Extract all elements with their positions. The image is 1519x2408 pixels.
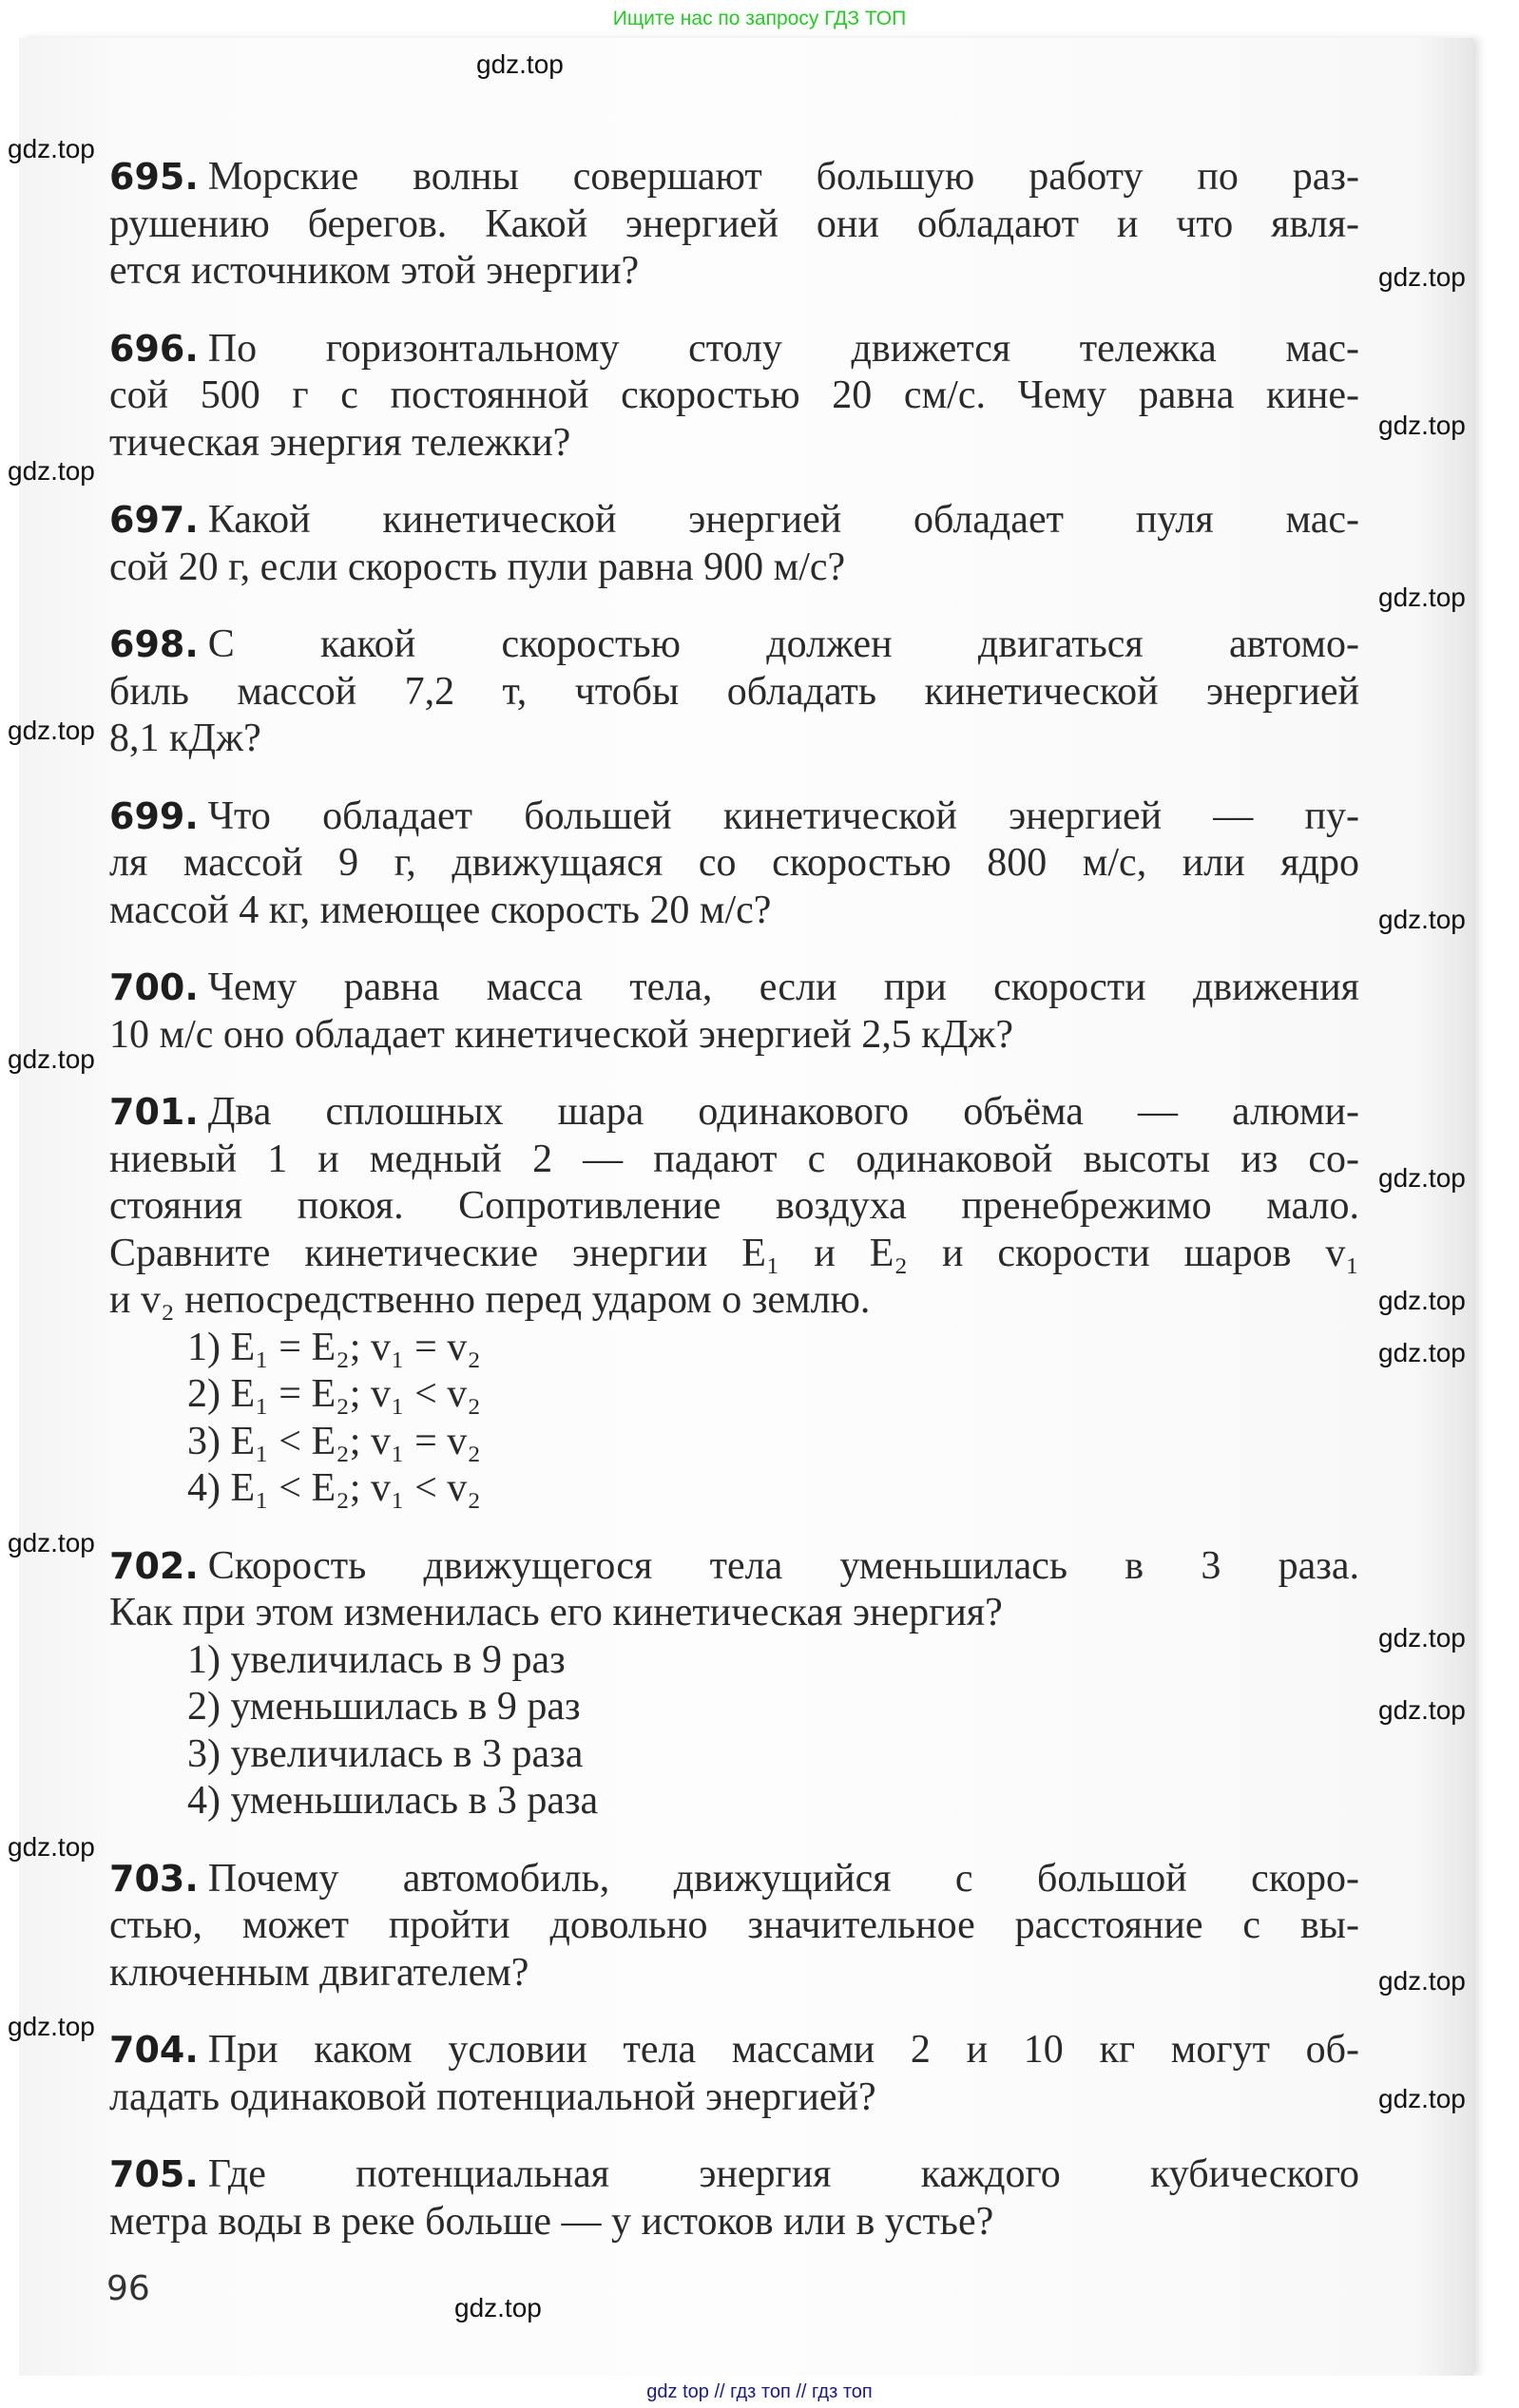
watermark-text: gdz.top xyxy=(8,2012,95,2041)
problem-text: 8,1 кДж? xyxy=(109,717,261,760)
problem-text-line xyxy=(109,1231,1359,1278)
search-banner[interactable]: Ищите нас по запросу ГДЗ ТОП xyxy=(612,8,907,29)
watermark-text: gdz.top xyxy=(1378,1338,1466,1367)
problem-text: и v₂ непосредственно перед ударом о землю. xyxy=(109,1278,871,1322)
watermark-text: gdz.top xyxy=(8,1528,95,1558)
problem-text: Морские волны совершают большую работу по раз- xyxy=(207,155,1359,199)
problem-text: Что обладает большей кинетической энергией — пу- xyxy=(207,793,1359,838)
problem-text-line xyxy=(109,420,1359,468)
problem-text-line xyxy=(109,716,1359,763)
problem-number: 698. xyxy=(109,623,199,665)
problem-text-line xyxy=(109,1950,1359,1997)
problem-699 xyxy=(109,793,1359,935)
problem-text-line xyxy=(109,2027,1359,2074)
problem-text: Скорость движущегося тела уменьшилась в 3 раза. xyxy=(207,1543,1359,1588)
problem-703 xyxy=(109,1856,1359,1997)
problem-697 xyxy=(109,497,1359,591)
problem-text: ется источником этой энергии? xyxy=(109,249,640,293)
problem-text: С какой скоростью должен двигаться автомо- xyxy=(207,622,1359,666)
problem-text: биль массой 7,2 т, чтобы обладать кинетической энергией xyxy=(109,669,1359,714)
problem-text: 10 м/с оно обладает кинетической энергией 2,5 кДж? xyxy=(109,1012,1014,1057)
problem-text-line xyxy=(109,888,1359,935)
problem-text-line xyxy=(109,965,1359,1012)
problem-text: Два сплошных шара одинакового объёма — алюми- xyxy=(207,1090,1359,1134)
problem-text-line xyxy=(109,621,1359,669)
problem-text-line xyxy=(109,248,1359,296)
problem-text: При каком условии тела массами 2 и 10 кг могут об- xyxy=(207,2028,1359,2072)
problem-text-line xyxy=(109,1277,1359,1325)
answer-option: 1) увеличилась в 9 раз xyxy=(187,1637,566,1682)
problem-number: 696. xyxy=(109,327,199,370)
problem-number: 697. xyxy=(109,499,199,541)
problem-702 xyxy=(109,1543,1359,1825)
watermark-text: gdz.top xyxy=(8,1044,95,1074)
problem-text-line xyxy=(109,1590,1359,1637)
watermark-text: gdz.top xyxy=(1378,262,1466,292)
problem-text: ладать одинаковой потенциальной энергией? xyxy=(109,2074,876,2119)
problem-704 xyxy=(109,2027,1359,2121)
problem-text: сой 20 г, если скорость пули равна 900 м/с? xyxy=(109,545,846,589)
problem-number: 695. xyxy=(109,156,199,198)
problem-695 xyxy=(109,154,1359,296)
watermark-text: gdz.top xyxy=(476,49,564,79)
problem-696 xyxy=(109,326,1359,468)
footer-links[interactable]: gdz top // гдз топ // гдз топ xyxy=(0,2376,1519,2408)
problem-text: стью, может пройти довольно значительное расстояние с вы- xyxy=(109,1903,1359,1947)
problem-text: Где потенциальная энергия каждого кубического xyxy=(207,2152,1359,2196)
problem-text-line xyxy=(109,1902,1359,1950)
problem-text-line xyxy=(109,840,1359,888)
problem-text: Почему автомобиль, движущийся с большой скоро- xyxy=(207,1856,1359,1901)
problem-text-line xyxy=(109,497,1359,545)
problem-701 xyxy=(109,1089,1359,1513)
watermark-text: gdz.top xyxy=(1378,1966,1466,1996)
problem-text-line xyxy=(109,669,1359,717)
watermark-text: gdz.top xyxy=(8,456,95,486)
problem-text-line xyxy=(109,2199,1359,2246)
watermark-text: gdz.top xyxy=(1378,411,1466,440)
problem-text: Чему равна масса тела, если при скорости движения xyxy=(207,965,1359,1009)
problem-700 xyxy=(109,965,1359,1059)
problem-number: 700. xyxy=(109,966,199,1008)
problem-text: тическая энергия тележки? xyxy=(109,420,571,465)
problem-text-line xyxy=(109,1856,1359,1903)
problem-text-line xyxy=(109,793,1359,841)
problem-text-line xyxy=(109,2074,1359,2122)
watermark-text: gdz.top xyxy=(454,2293,542,2322)
problem-text-line xyxy=(109,545,1359,592)
problem-text: стояния покоя. Сопротивление воздуха пренебрежимо мало. xyxy=(109,1184,1359,1228)
answer-option: 4) уменьшилась в 3 раза xyxy=(187,1779,599,1823)
problem-text: Какой кинетической энергией обладает пуля мас- xyxy=(207,498,1359,542)
problem-text: сой 500 г с постоянной скоростью 20 см/с. Чему равна кине- xyxy=(109,373,1359,417)
problem-text: рушению берегов. Какой энергией они обладают и что явля- xyxy=(109,201,1359,246)
problem-705 xyxy=(109,2151,1359,2246)
problem-698 xyxy=(109,621,1359,763)
problem-text: Сравните кинетические энергии E₁ и E₂ и скорости шаров v₁ xyxy=(109,1231,1359,1275)
answer-option: 2) уменьшилась в 9 раз xyxy=(187,1685,581,1729)
watermark-text: gdz.top xyxy=(1378,1695,1466,1725)
watermark-text: gdz.top xyxy=(1378,2084,1466,2113)
page-number: 96 xyxy=(106,2269,150,2308)
watermark-text: gdz.top xyxy=(1378,1163,1466,1193)
problem-text-line xyxy=(109,201,1359,249)
problem-number: 699. xyxy=(109,794,199,837)
problem-text-line xyxy=(109,1543,1359,1591)
problem-text-line xyxy=(109,1089,1359,1137)
problem-text: массой 4 кг, имеющее скорость 20 м/с? xyxy=(109,888,772,932)
problem-number: 703. xyxy=(109,1857,199,1900)
problem-text-line xyxy=(109,1137,1359,1184)
problem-text: По горизонтальному столу движется тележка мас- xyxy=(207,326,1359,371)
problem-text: Как при этом изменилась его кинетическая энергия? xyxy=(109,1591,1003,1634)
problem-text: метра воды в реке больше — у истоков или в устье? xyxy=(109,2199,994,2244)
problem-number: 705. xyxy=(109,2153,199,2195)
answer-option: 4) E₁ < E₂; v₁ < v₂ xyxy=(187,1466,481,1510)
problem-text: ключенным двигателем? xyxy=(109,1950,529,1995)
watermark-text: gdz.top xyxy=(8,134,95,163)
answer-option: 3) увеличилась в 3 раза xyxy=(187,1731,584,1776)
watermark-text: gdz.top xyxy=(8,1832,95,1862)
problem-number: 702. xyxy=(109,1544,199,1587)
textbook-page xyxy=(19,38,1473,2376)
problem-text-line xyxy=(109,2151,1359,2199)
problem-number: 701. xyxy=(109,1091,199,1133)
answer-option: 1) E₁ = E₂; v₁ = v₂ xyxy=(187,1325,481,1369)
problem-number: 704. xyxy=(109,2029,199,2071)
watermark-text: gdz.top xyxy=(8,716,95,745)
problem-text-line xyxy=(109,326,1359,373)
problem-text: ниевый 1 и медный 2 — падают с одинаковой высоты из со- xyxy=(109,1137,1359,1181)
problem-text-line xyxy=(109,154,1359,201)
problem-text-line xyxy=(109,373,1359,420)
watermark-text: gdz.top xyxy=(1378,1623,1466,1653)
answer-option: 2) E₁ = E₂; v₁ < v₂ xyxy=(187,1372,481,1416)
watermark-text: gdz.top xyxy=(1378,583,1466,612)
problem-text-line xyxy=(109,1012,1359,1060)
answer-option: 3) E₁ < E₂; v₁ = v₂ xyxy=(187,1419,481,1463)
watermark-text: gdz.top xyxy=(1378,1286,1466,1315)
watermark-text: gdz.top xyxy=(1378,905,1466,934)
problem-text: ля массой 9 г, движущаяся со скоростью 800 м/с, или ядро xyxy=(109,841,1359,885)
problems-list xyxy=(109,154,1359,2276)
problem-text-line xyxy=(109,1183,1359,1231)
